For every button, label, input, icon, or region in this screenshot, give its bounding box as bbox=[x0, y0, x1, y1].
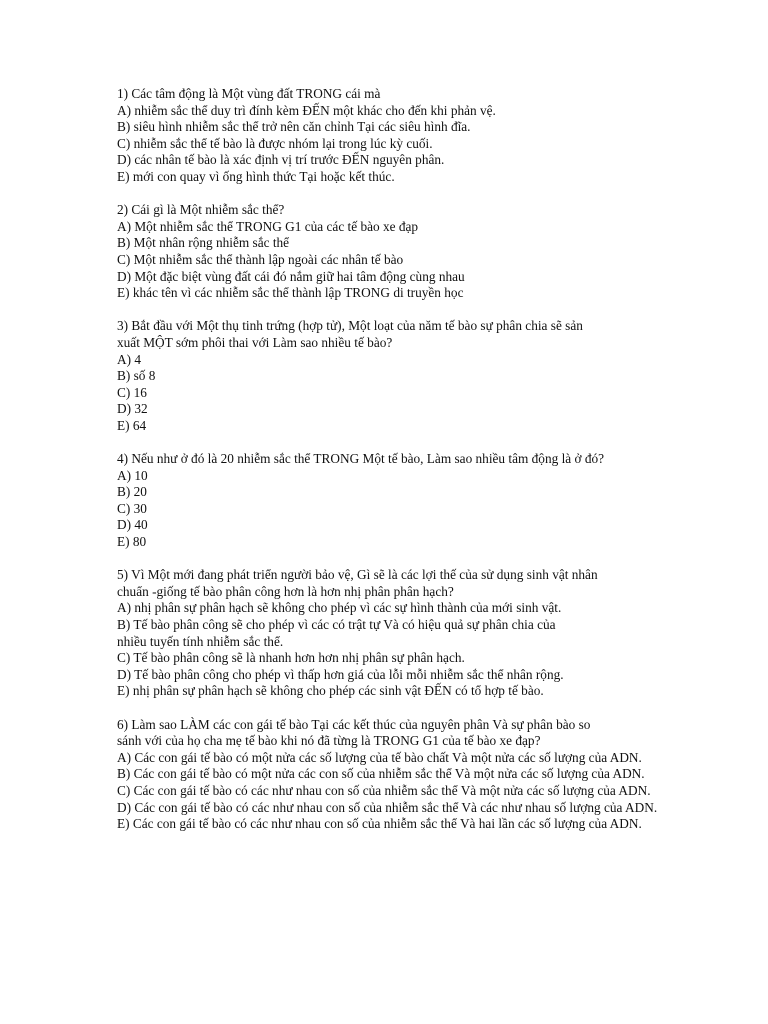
question-stem-line-2: chuẩn -giống tế bào phân công hơn là hơn nhị phân phân hạch? bbox=[117, 583, 454, 599]
question-2 bbox=[117, 202, 677, 302]
question-3 bbox=[117, 318, 677, 434]
answer-option-e: E) mới con quay vì ống hình thức Tại hoặc kết thúc. bbox=[117, 168, 395, 184]
question-stem-line-2: xuất MỘT sớm phôi thai với Làm sao nhiều tế bào? bbox=[117, 334, 393, 350]
answer-option-a: A) 4 bbox=[117, 351, 142, 367]
answer-option-c: C) Tế bào phân công sẽ là nhanh hơn hơn nhị phân sự phân hạch. bbox=[117, 650, 465, 666]
answer-option-a: A) Các con gái tế bào có một nửa các số lượng của tế bào chất Và một nửa các số lượng của ADN. bbox=[117, 749, 642, 765]
answer-option-e: E) Các con gái tế bào có các như nhau con số của nhiễm sắc thể Và hai lần các số lượng của ADN. bbox=[117, 816, 642, 832]
question-stem-line-1: 3) Bắt đầu với Một thụ tinh trứng (hợp tử), Một loạt của năm tế bào sự phân chia sẽ sản bbox=[117, 318, 583, 334]
answer-option-c: C) Một nhiễm sắc thể thành lập ngoài các nhân tế bào bbox=[117, 251, 404, 267]
question-6 bbox=[117, 717, 677, 833]
question-4 bbox=[117, 451, 677, 551]
answer-option-b: B) Tế bào phân công sẽ cho phép vì các có trật tự Và có hiệu quả sự phân chia của nhiều tuyến tính nhiễm sắc thể. bbox=[117, 617, 556, 649]
answer-option-c: C) nhiễm sắc thể tế bào là được nhóm lại trong lúc kỳ cuối. bbox=[117, 135, 433, 151]
question-1 bbox=[117, 86, 677, 186]
answer-option-a: A) nhiễm sắc thể duy trì đính kèm ĐẾN một khác cho đến khi phản vệ. bbox=[117, 102, 496, 118]
answer-option-a: A) 10 bbox=[117, 467, 148, 483]
answer-option-b: B) Một nhân rộng nhiễm sắc thể bbox=[117, 235, 290, 251]
answer-option-d: D) 40 bbox=[117, 517, 148, 533]
question-stem-line-2: sánh với của họ cha mẹ tế bào khi nó đã từng là TRONG G1 của tế bào xe đạp? bbox=[117, 733, 541, 749]
answer-option-b: B) siêu hình nhiễm sắc thể trở nên căn chỉnh Tại các siêu hình đĩa. bbox=[117, 119, 471, 135]
answer-option-e: E) 64 bbox=[117, 417, 147, 433]
answer-option-b: B) 20 bbox=[117, 484, 147, 500]
document-page bbox=[117, 86, 677, 849]
question-stem: 4) Nếu như ở đó là 20 nhiễm sắc thể TRONG Một tế bào, Làm sao nhiều tâm động là ở đó? bbox=[117, 451, 605, 467]
answer-option-a: A) Một nhiễm sắc thể TRONG G1 của các tế bào xe đạp bbox=[117, 218, 419, 234]
answer-option-d: D) Các con gái tế bào có các như nhau con số của nhiễm sắc thể Và các như nhau số lượng của ADN. bbox=[117, 799, 658, 815]
answer-option-e: E) 80 bbox=[117, 534, 147, 550]
answer-option-d: D) Một đặc biệt vùng đất cái đó nắm giữ hai tâm động cùng nhau bbox=[117, 268, 465, 284]
question-stem-line-1: 6) Làm sao LÀM các con gái tế bào Tại các kết thúc của nguyên phân Và sự phân bào so bbox=[117, 716, 591, 732]
answer-option-d: D) 32 bbox=[117, 401, 148, 417]
answer-option-d: D) các nhân tế bào là xác định vị trí trước ĐẾN nguyên phân. bbox=[117, 152, 445, 168]
answer-option-b: B) Các con gái tế bào có một nửa các con số của nhiễm sắc thể Và một nửa các số lượng của ADN. bbox=[117, 766, 645, 782]
answer-option-c: C) 16 bbox=[117, 384, 147, 400]
answer-option-d: D) Tế bào phân công cho phép vì thấp hơn giá của lỗi mỗi nhiễm sắc thể nhân rộng. bbox=[117, 666, 564, 682]
question-stem: 2) Cái gì là Một nhiễm sắc thể? bbox=[117, 202, 285, 218]
question-stem-line-1: 5) Vì Một mới đang phát triển người bảo vệ, Gì sẽ là các lợi thế của sử dụng sinh vật nhân bbox=[117, 567, 598, 583]
answer-option-b: B) số 8 bbox=[117, 368, 156, 384]
question-5 bbox=[117, 567, 677, 700]
answer-option-e: E) khác tên vì các nhiễm sắc thể thành lập TRONG di truyền học bbox=[117, 285, 464, 301]
answer-option-c: C) Các con gái tế bào có các như nhau con số của nhiễm sắc thể Và một nửa các số lượng của ADN. bbox=[117, 782, 651, 798]
answer-option-e: E) nhị phân sự phân hạch sẽ không cho phép các sinh vật ĐẾN có tổ hợp tế bào. bbox=[117, 683, 544, 699]
question-stem: 1) Các tâm động là Một vùng đất TRONG cái mà bbox=[117, 86, 381, 101]
answer-option-a: A) nhị phân sự phân hạch sẽ không cho phép vì các sự hình thành của mới sinh vật. bbox=[117, 600, 562, 616]
answer-option-c: C) 30 bbox=[117, 500, 147, 516]
